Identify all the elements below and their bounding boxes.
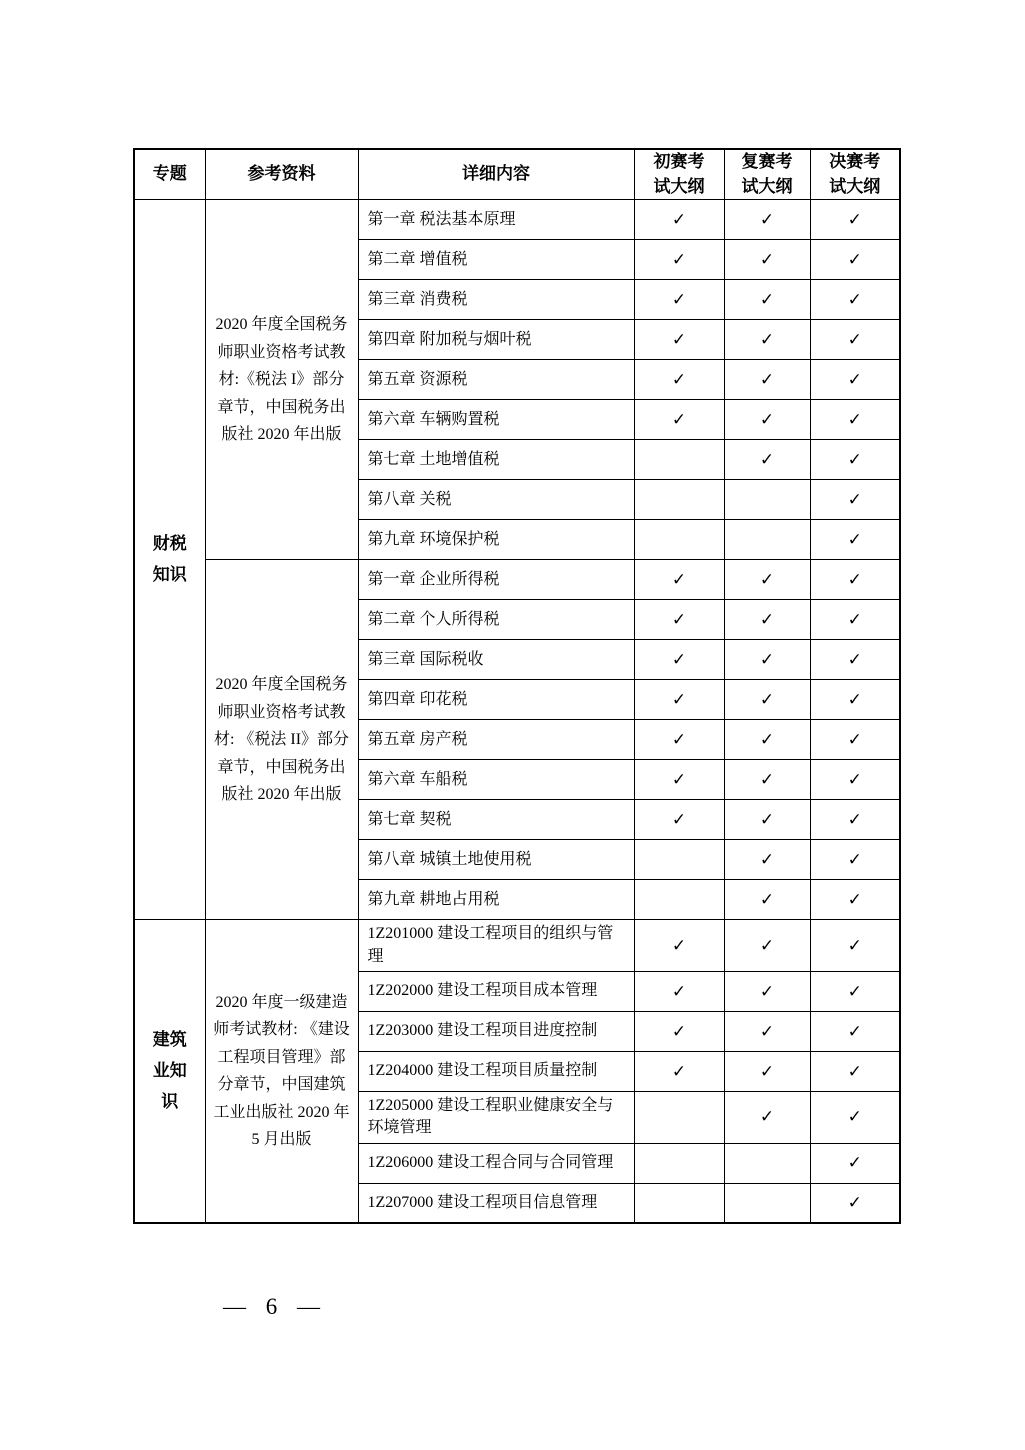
- check-icon: ✓: [671, 809, 687, 829]
- check-icon: ✓: [759, 889, 775, 909]
- check-cell: [810, 1012, 900, 1052]
- check-cell: [634, 1052, 724, 1092]
- content-cell: 第四章 附加税与烟叶税: [358, 320, 634, 360]
- check-icon: ✓: [759, 935, 775, 955]
- check-cell: [724, 680, 810, 720]
- check-icon: ✓: [847, 489, 862, 509]
- content-cell: 第六章 车辆购置税: [358, 400, 634, 440]
- table-header: [134, 149, 900, 200]
- check-icon: ✓: [759, 1107, 775, 1127]
- check-cell: [724, 1183, 810, 1223]
- check-cell: [810, 1052, 900, 1092]
- check-icon: ✓: [759, 449, 775, 469]
- check-cell: [810, 200, 900, 240]
- content-cell: 第九章 耕地占用税: [358, 880, 634, 920]
- check-icon: ✓: [847, 689, 862, 709]
- check-cell: [634, 1143, 724, 1183]
- check-icon: ✓: [847, 849, 862, 869]
- reference-cell: 2020 年度全国税务师职业资格考试教材: 《税法 II》部分章节，中国税务出版社 2020 年出版: [205, 560, 358, 920]
- header-cell: 专题: [134, 149, 205, 200]
- check-icon: ✓: [847, 1107, 862, 1127]
- header-cell: 复赛考试大纲: [724, 149, 810, 200]
- content-cell: 第五章 房产税: [358, 720, 634, 760]
- check-icon: ✓: [847, 809, 862, 829]
- check-cell: [634, 280, 724, 320]
- check-icon: ✓: [671, 369, 687, 389]
- check-icon: ✓: [671, 569, 687, 589]
- check-cell: [810, 360, 900, 400]
- content-cell: 1Z207000 建设工程项目信息管理: [358, 1183, 634, 1223]
- check-cell: [724, 1092, 810, 1144]
- check-icon: ✓: [759, 729, 775, 749]
- check-icon: ✓: [671, 769, 687, 789]
- content-cell: 第三章 消费税: [358, 280, 634, 320]
- check-icon: ✓: [671, 329, 687, 349]
- check-icon: ✓: [847, 609, 862, 629]
- check-cell: [724, 840, 810, 880]
- check-icon: ✓: [759, 209, 775, 229]
- check-icon: ✓: [847, 1153, 862, 1173]
- check-icon: ✓: [847, 769, 862, 789]
- check-icon: ✓: [759, 409, 775, 429]
- check-cell: [810, 880, 900, 920]
- check-cell: [810, 920, 900, 972]
- topic-cell: 财税知识: [134, 200, 205, 920]
- check-icon: ✓: [759, 249, 775, 269]
- check-icon: ✓: [847, 1061, 862, 1081]
- content-cell: 第一章 企业所得税: [358, 560, 634, 600]
- check-icon: ✓: [759, 1061, 775, 1081]
- check-cell: [810, 800, 900, 840]
- check-cell: [634, 680, 724, 720]
- reference-cell: 2020 年度一级建造师考试教材: 《建设工程项目管理》部分章节，中国建筑工业出版社 2020 年 5 月出版: [205, 920, 358, 1224]
- check-cell: [634, 560, 724, 600]
- check-icon: ✓: [759, 809, 775, 829]
- content-cell: 1Z202000 建设工程项目成本管理: [358, 972, 634, 1012]
- check-icon: ✓: [847, 329, 862, 349]
- check-cell: [724, 720, 810, 760]
- check-icon: ✓: [847, 981, 862, 1001]
- header-cell: 详细内容: [358, 149, 634, 200]
- check-icon: ✓: [671, 289, 687, 309]
- check-icon: ✓: [847, 529, 862, 549]
- check-cell: [810, 1092, 900, 1144]
- content-cell: 第九章 环境保护税: [358, 520, 634, 560]
- header-row: [134, 149, 900, 200]
- check-cell: [634, 760, 724, 800]
- check-icon: ✓: [847, 935, 862, 955]
- content-cell: 1Z204000 建设工程项目质量控制: [358, 1052, 634, 1092]
- check-icon: ✓: [671, 689, 687, 709]
- reference-cell: 2020 年度全国税务师职业资格考试教材:《税法 I》部分章节，中国税务出版社 2020 年出版: [205, 200, 358, 560]
- check-icon: ✓: [847, 409, 862, 429]
- content-cell: 第七章 土地增值税: [358, 440, 634, 480]
- check-icon: ✓: [847, 449, 862, 469]
- check-icon: ✓: [671, 729, 687, 749]
- check-icon: ✓: [759, 769, 775, 789]
- check-cell: [634, 480, 724, 520]
- check-cell: [634, 1092, 724, 1144]
- check-cell: [634, 720, 724, 760]
- check-icon: ✓: [671, 609, 687, 629]
- check-icon: ✓: [671, 409, 687, 429]
- check-cell: [634, 440, 724, 480]
- check-cell: [634, 320, 724, 360]
- check-cell: [810, 680, 900, 720]
- check-icon: ✓: [671, 209, 687, 229]
- check-icon: ✓: [847, 569, 862, 589]
- check-icon: ✓: [671, 981, 687, 1001]
- check-cell: [724, 560, 810, 600]
- check-cell: [634, 240, 724, 280]
- check-icon: ✓: [847, 209, 862, 229]
- check-cell: [634, 840, 724, 880]
- check-cell: [810, 440, 900, 480]
- content-cell: 1Z206000 建设工程合同与合同管理: [358, 1143, 634, 1183]
- check-cell: [810, 600, 900, 640]
- check-cell: [724, 1052, 810, 1092]
- check-cell: [724, 600, 810, 640]
- check-cell: [724, 440, 810, 480]
- check-cell: [634, 600, 724, 640]
- check-icon: ✓: [671, 1021, 687, 1041]
- table-row: [134, 920, 900, 972]
- table-row: [134, 560, 900, 600]
- check-icon: ✓: [759, 981, 775, 1001]
- check-cell: [724, 320, 810, 360]
- check-icon: ✓: [671, 249, 687, 269]
- page-number-label: — 6 —: [223, 1294, 322, 1319]
- content-cell: 第二章 增值税: [358, 240, 634, 280]
- check-icon: ✓: [847, 369, 862, 389]
- content-cell: 1Z205000 建设工程职业健康安全与环境管理: [358, 1092, 634, 1144]
- check-cell: [634, 640, 724, 680]
- syllabus-table: [133, 148, 901, 1224]
- check-icon: ✓: [847, 289, 862, 309]
- check-cell: [634, 520, 724, 560]
- check-cell: [810, 760, 900, 800]
- table-body: [134, 200, 900, 1224]
- content-cell: 第六章 车船税: [358, 760, 634, 800]
- check-icon: ✓: [847, 249, 862, 269]
- check-cell: [810, 1143, 900, 1183]
- check-cell: [724, 880, 810, 920]
- check-cell: [810, 400, 900, 440]
- check-cell: [634, 1183, 724, 1223]
- check-cell: [810, 640, 900, 680]
- check-cell: [810, 320, 900, 360]
- content-cell: 第四章 印花税: [358, 680, 634, 720]
- check-icon: ✓: [847, 649, 862, 669]
- check-cell: [810, 1183, 900, 1223]
- check-cell: [634, 800, 724, 840]
- check-icon: ✓: [759, 569, 775, 589]
- table-row: [134, 200, 900, 240]
- check-cell: [724, 800, 810, 840]
- check-cell: [724, 1012, 810, 1052]
- content-cell: 第二章 个人所得税: [358, 600, 634, 640]
- check-cell: [724, 240, 810, 280]
- content-cell: 第七章 契税: [358, 800, 634, 840]
- check-icon: ✓: [847, 729, 862, 749]
- check-cell: [634, 360, 724, 400]
- check-cell: [724, 480, 810, 520]
- check-icon: ✓: [759, 329, 775, 349]
- check-cell: [724, 760, 810, 800]
- content-cell: 第三章 国际税收: [358, 640, 634, 680]
- check-icon: ✓: [847, 889, 862, 909]
- check-cell: [724, 640, 810, 680]
- content-cell: 第一章 税法基本原理: [358, 200, 634, 240]
- check-cell: [724, 360, 810, 400]
- topic-cell: 建筑业知识: [134, 920, 205, 1224]
- page-number: [152, 1268, 322, 1346]
- check-icon: ✓: [759, 1021, 775, 1041]
- check-cell: [634, 1012, 724, 1052]
- check-cell: [810, 840, 900, 880]
- check-cell: [634, 972, 724, 1012]
- check-cell: [724, 280, 810, 320]
- check-cell: [634, 400, 724, 440]
- check-cell: [724, 520, 810, 560]
- check-icon: ✓: [759, 609, 775, 629]
- check-cell: [810, 560, 900, 600]
- content-cell: 第八章 城镇土地使用税: [358, 840, 634, 880]
- check-icon: ✓: [671, 935, 687, 955]
- check-cell: [810, 280, 900, 320]
- check-icon: ✓: [759, 649, 775, 669]
- check-cell: [634, 200, 724, 240]
- check-icon: ✓: [671, 649, 687, 669]
- check-cell: [810, 972, 900, 1012]
- content-cell: 第八章 关税: [358, 480, 634, 520]
- header-cell: 决赛考试大纲: [810, 149, 900, 200]
- header-cell: 参考资料: [205, 149, 358, 200]
- check-icon: ✓: [759, 289, 775, 309]
- check-cell: [810, 240, 900, 280]
- check-cell: [634, 920, 724, 972]
- header-cell: 初赛考试大纲: [634, 149, 724, 200]
- check-cell: [724, 972, 810, 1012]
- content-cell: 第五章 资源税: [358, 360, 634, 400]
- check-cell: [724, 1143, 810, 1183]
- check-cell: [810, 720, 900, 760]
- check-icon: ✓: [759, 689, 775, 709]
- check-icon: ✓: [847, 1193, 862, 1213]
- check-icon: ✓: [847, 1021, 862, 1041]
- check-cell: [724, 400, 810, 440]
- content-cell: 1Z203000 建设工程项目进度控制: [358, 1012, 634, 1052]
- check-icon: ✓: [671, 1061, 687, 1081]
- check-cell: [724, 200, 810, 240]
- check-icon: ✓: [759, 849, 775, 869]
- check-cell: [810, 480, 900, 520]
- check-cell: [724, 920, 810, 972]
- check-cell: [810, 520, 900, 560]
- check-cell: [634, 880, 724, 920]
- check-icon: ✓: [759, 369, 775, 389]
- content-cell: 1Z201000 建设工程项目的组织与管理: [358, 920, 634, 972]
